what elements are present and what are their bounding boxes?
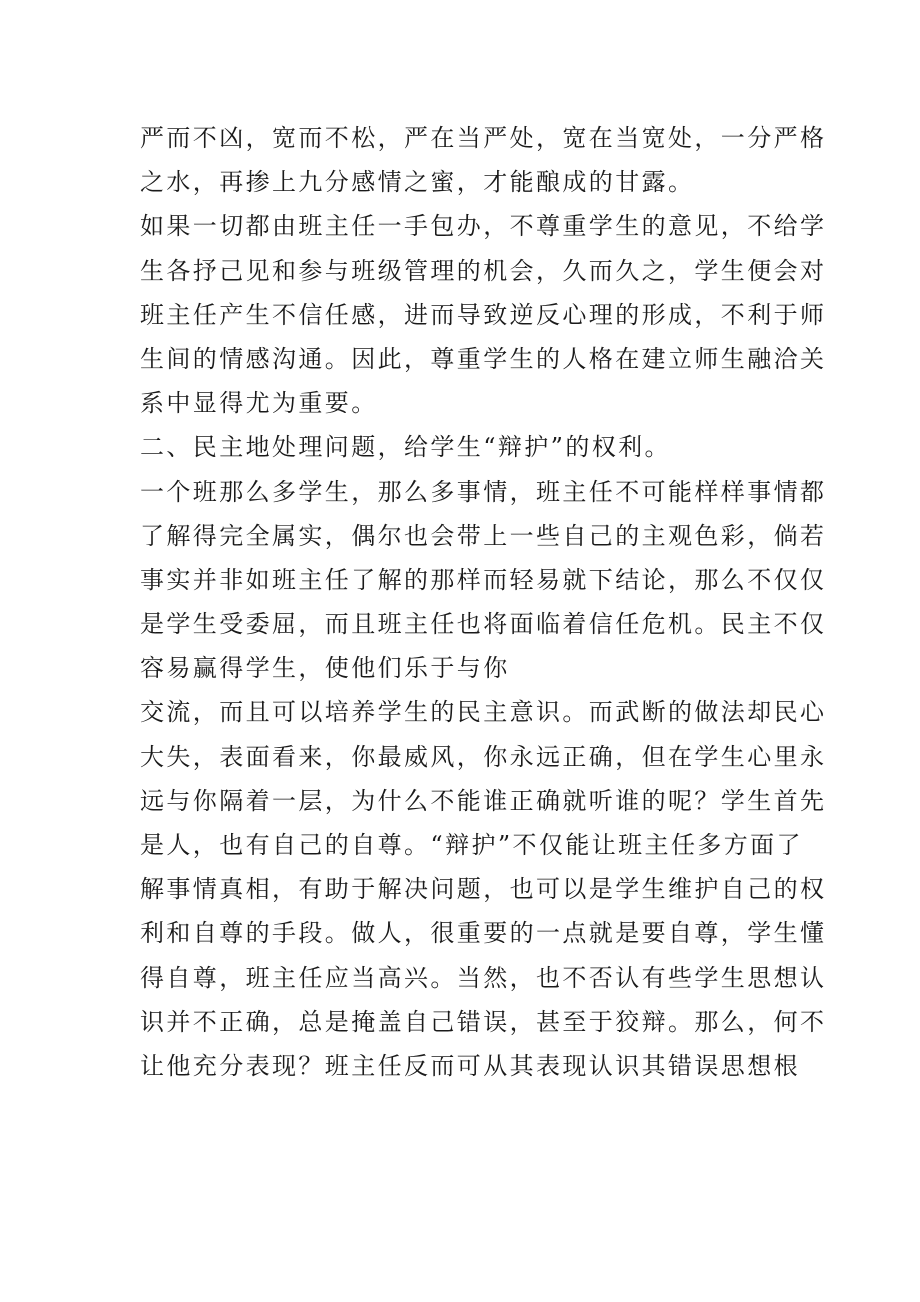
text-line: 如果一切都由班主任一手包办，不尊重学生的意见，不给学 [140,212,827,241]
text-line: 容易赢得学生，使他们乐于与你 [140,654,510,683]
text-line: 远与你隔着一层，为什么不能谁正确就听谁的呢？学生首先 [140,786,827,815]
text-line: 系中显得尤为重要。 [140,389,378,418]
text-line: 事实并非如班主任了解的那样而轻易就下结论，那么不仅仅 [140,565,827,594]
text-line: 得自尊，班主任应当高兴。当然，也不否认有些学生思想认 [140,963,827,992]
text-line: 班主任产生不信任感，进而导致逆反心理的形成，不利于师 [140,300,827,329]
body-text [140,116,827,1088]
text-line: 大失，表面看来，你最威风，你永远正确，但在学生心里永 [140,742,827,771]
text-line: 生各抒己见和参与班级管理的机会，久而久之，学生便会对 [140,256,827,285]
text-line: 让他充分表现？班主任反而可从其表现认识其错误思想根 [140,1051,800,1080]
text-line: 交流，而且可以培养学生的民主意识。而武断的做法却民心 [140,698,827,727]
text-line: 之水，再掺上九分感情之蜜，才能酿成的甘露。 [140,168,695,197]
text-line: 识并不正确，总是掩盖自己错误，甚至于狡辩。那么，何不 [140,1007,827,1036]
text-line: 一个班那么多学生，那么多事情，班主任不可能样样事情都 [140,477,827,506]
text-line: 生间的情感沟通。因此，尊重学生的人格在建立师生融洽关 [140,344,827,373]
text-line: 是学生受委屈，而且班主任也将面临着信任危机。民主不仅 [140,610,827,639]
text-line: 了解得完全属实，偶尔也会带上一些自己的主观色彩，倘若 [140,521,827,550]
text-line: 是人，也有自己的自尊。“辩护”不仅能让班主任多方面了 [140,831,803,859]
section-heading: 二、民主地处理问题，给学生“辩护”的权利。 [140,433,671,462]
text-line: 严而不凶，宽而不松，严在当严处，宽在当宽处，一分严格 [140,124,827,152]
text-line: 利和自尊的手段。做人，很重要的一点就是要自尊，学生懂 [140,919,827,948]
text-line: 解事情真相，有助于解决问题，也可以是学生维护自己的权 [140,875,827,904]
